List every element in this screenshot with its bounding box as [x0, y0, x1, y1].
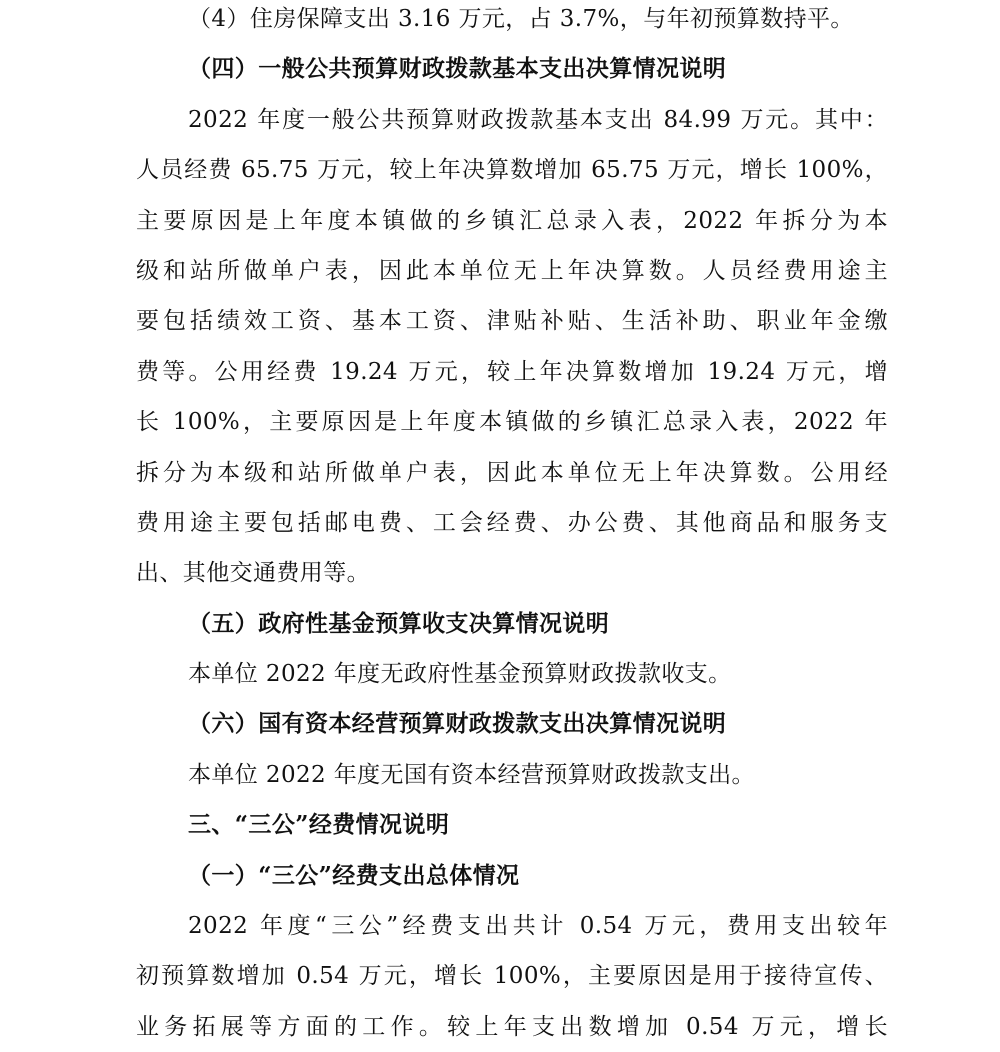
section-heading: （一）“三公”经费支出总体情况 — [188, 861, 520, 889]
paragraph-line: 出、其他交通费用等。 — [136, 560, 370, 587]
paragraph-line: 本单位 2022 年度无国有资本经营预算财政拨款支出。 — [188, 761, 755, 788]
paragraph-line: 级和站所做单户表，因此本单位无上年决算数。人员经费用途主 — [136, 257, 888, 284]
paragraph-line: 人员经费 65.75 万元，较上年决算数增加 65.75 万元，增长 100%， — [136, 157, 888, 184]
section-heading: （五）政府性基金预算收支决算情况说明 — [188, 609, 610, 637]
chapter-heading: 三、“三公”经费情况说明 — [188, 811, 450, 839]
paragraph-line: 要包括绩效工资、基本工资、津贴补贴、生活补助、职业年金缴 — [136, 308, 888, 335]
document-page — [136, 0, 888, 1052]
paragraph-line: 初预算数增加 0.54 万元，增长 100%，主要原因是用于接待宣传、 — [136, 963, 888, 990]
paragraph-line: 长 100%，主要原因是上年度本镇做的乡镇汇总录入表，2022 年 — [136, 409, 888, 436]
section-heading: （六）国有资本经营预算财政拨款支出决算情况说明 — [188, 710, 727, 738]
paragraph-line: 2022 年度一般公共预算财政拨款基本支出 84.99 万元。其中： — [188, 106, 888, 133]
paragraph-line: 2022 年度“三公”经费支出共计 0.54 万元，费用支出较年 — [188, 913, 888, 940]
paragraph-line: （4）住房保障支出 3.16 万元，占 3.7%，与年初预算数持平。 — [188, 6, 854, 32]
paragraph-line: 拆分为本级和站所做单户表，因此本单位无上年决算数。公用经 — [136, 459, 888, 486]
paragraph-line: 本单位 2022 年度无政府性基金预算财政拨款收支。 — [188, 661, 732, 688]
paragraph-line: 费用途主要包括邮电费、工会经费、办公费、其他商品和服务支 — [136, 509, 888, 536]
section-heading: （四）一般公共预算财政拨款基本支出决算情况说明 — [188, 55, 727, 83]
paragraph-line: 费等。公用经费 19.24 万元，较上年决算数增加 19.24 万元，增 — [136, 358, 888, 385]
paragraph-line: 业务拓展等方面的工作。较上年支出数增加 0.54 万元，增长 — [136, 1013, 888, 1040]
paragraph-line: 主要原因是上年度本镇做的乡镇汇总录入表，2022 年拆分为本 — [136, 207, 888, 234]
